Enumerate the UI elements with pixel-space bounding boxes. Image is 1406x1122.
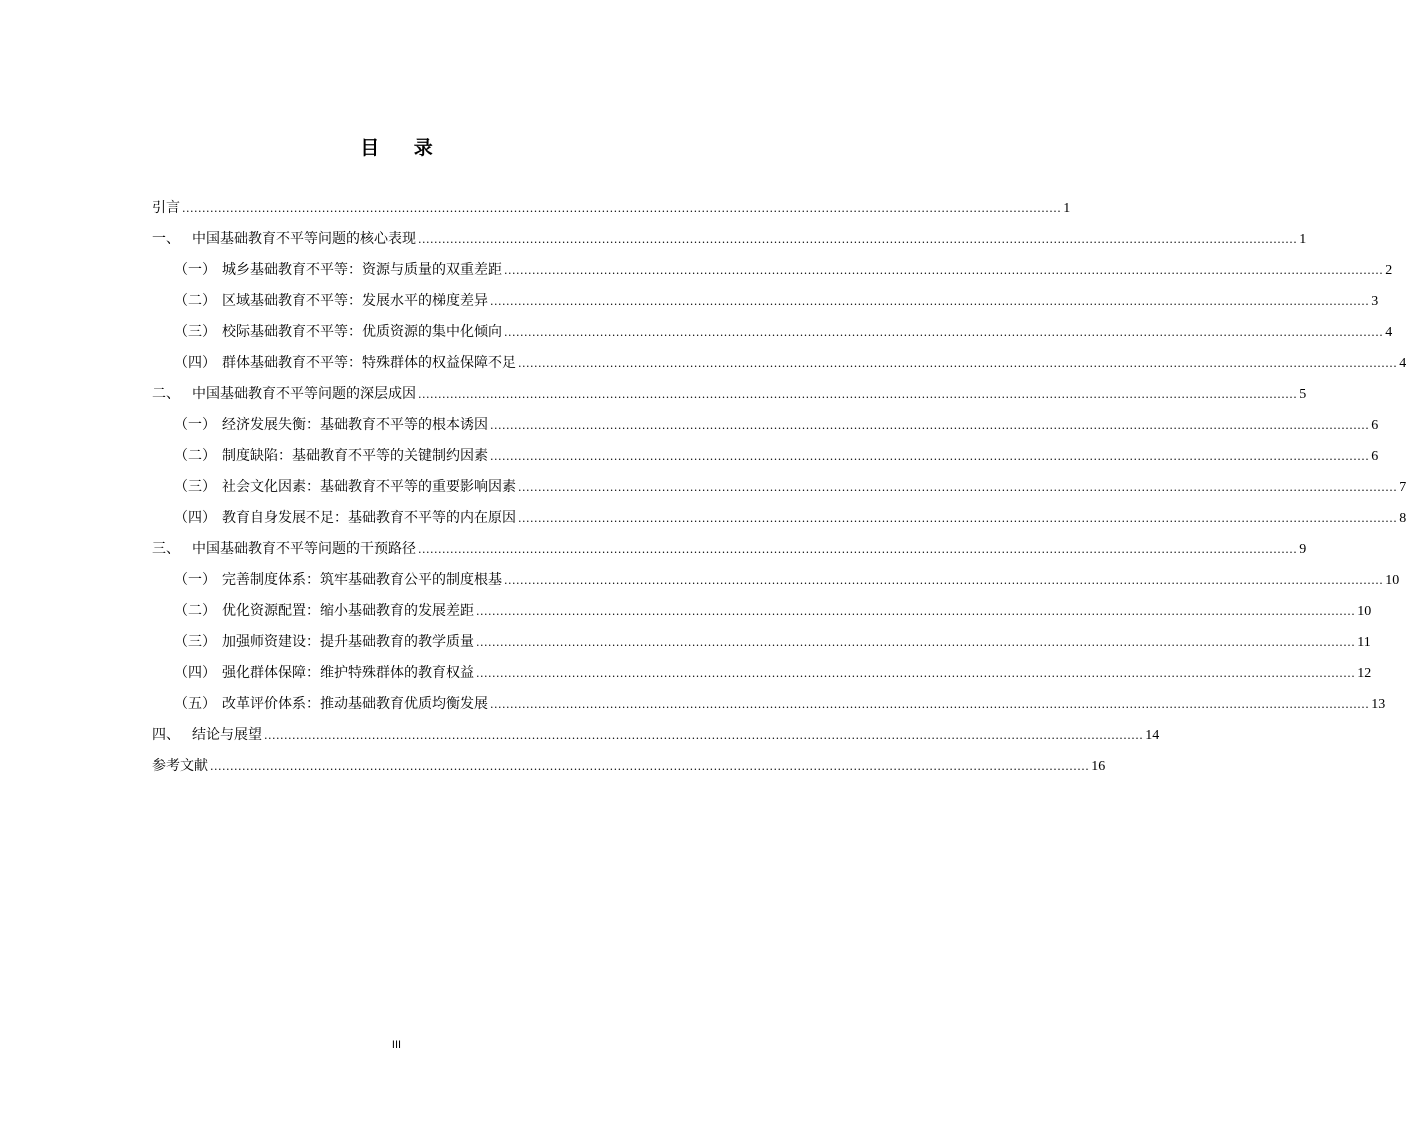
toc-entry[interactable] <box>0 629 1371 655</box>
toc-entry-row <box>174 257 1393 283</box>
toc-entry[interactable] <box>0 691 1386 717</box>
toc-entry-row <box>152 381 1307 407</box>
toc-dot-leader: ............................................................................................................................................................................................................................ <box>182 202 1062 215</box>
toc-entry[interactable] <box>0 536 1307 562</box>
toc-entry[interactable] <box>0 412 1379 438</box>
toc-entry-row <box>174 412 1379 438</box>
toc-dot-leader: ............................................................................................................................................................................................................................ <box>504 264 1384 277</box>
toc-dot-leader: ............................................................................................................................................................................................................................ <box>418 233 1298 246</box>
toc-entry-text: 加强师资建设：提升基础教育的教学质量 <box>222 634 474 650</box>
toc-entry-row <box>152 753 1106 779</box>
toc-entry[interactable] <box>0 722 1160 748</box>
toc-title: 目 录 <box>360 137 447 159</box>
page-number: III <box>391 1039 402 1051</box>
toc-entry-row <box>174 567 1400 593</box>
toc-entry-text: 群体基础教育不平等：特殊群体的权益保障不足 <box>222 355 516 371</box>
toc-entry[interactable] <box>0 598 1372 624</box>
toc-entry-number: （四） <box>174 355 216 371</box>
toc-entry-text: 结论与展望 <box>192 727 262 743</box>
toc-entry-number: （一） <box>174 417 216 433</box>
toc-entry-page: 10 <box>1385 573 1400 588</box>
toc-entry-text: 中国基础教育不平等问题的深层成因 <box>192 386 416 402</box>
toc-entry[interactable] <box>0 753 1106 779</box>
toc-dot-leader: ............................................................................................................................................................................................................................ <box>476 636 1356 649</box>
toc-dot-leader: ............................................................................................................................................................................................................................ <box>518 357 1398 370</box>
toc-entry-page: 7 <box>1399 480 1406 495</box>
toc-dot-leader: ............................................................................................................................................................................................................................ <box>518 481 1398 494</box>
toc-entry-page: 14 <box>1145 728 1160 743</box>
toc-entry-page: 1 <box>1299 232 1307 247</box>
toc-entry-page: 8 <box>1399 511 1406 526</box>
toc-entry-text: 完善制度体系：筑牢基础教育公平的制度根基 <box>222 572 502 588</box>
toc-entry-row <box>174 660 1372 686</box>
toc-entry-page: 3 <box>1371 294 1379 309</box>
toc-entry-page: 16 <box>1091 759 1106 774</box>
toc-entry[interactable] <box>0 319 1393 345</box>
toc-entry[interactable] <box>0 443 1379 469</box>
toc-entry-number: （三） <box>174 634 216 650</box>
toc-entry-text: 强化群体保障：维护特殊群体的教育权益 <box>222 665 474 681</box>
toc-entry-text: 城乡基础教育不平等：资源与质量的双重差距 <box>222 262 502 278</box>
toc-entry-row <box>152 226 1307 252</box>
toc-entry-page: 2 <box>1385 263 1393 278</box>
toc-entry[interactable] <box>0 567 1400 593</box>
toc-entry-page: 1 <box>1063 201 1071 216</box>
toc-entry-page: 13 <box>1371 697 1386 712</box>
toc-entry[interactable] <box>0 195 1071 221</box>
toc-entry-number: 三、 <box>152 541 180 557</box>
toc-dot-leader: ............................................................................................................................................................................................................................ <box>210 760 1090 773</box>
toc-entry-number: （一） <box>174 572 216 588</box>
toc-dot-leader: ............................................................................................................................................................................................................................ <box>418 543 1298 556</box>
toc-entry-text: 参考文献 <box>152 758 208 774</box>
toc-entry[interactable] <box>0 288 1379 314</box>
toc-entry[interactable] <box>0 350 1406 376</box>
toc-entry-page: 6 <box>1371 418 1379 433</box>
toc-entry-number: 一、 <box>152 231 180 247</box>
toc-dot-leader: ............................................................................................................................................................................................................................ <box>490 698 1370 711</box>
toc-entry-number: 四、 <box>152 727 180 743</box>
toc-entry-text: 区域基础教育不平等：发展水平的梯度差异 <box>222 293 488 309</box>
toc-entry-page: 4 <box>1399 356 1406 371</box>
toc-entry-number: （五） <box>174 696 216 712</box>
toc-entry-row <box>174 319 1393 345</box>
toc-entry-row <box>152 195 1071 221</box>
toc-entry-number: （四） <box>174 665 216 681</box>
toc-entry-text: 教育自身发展不足：基础教育不平等的内在原因 <box>222 510 516 526</box>
toc-entry-text: 校际基础教育不平等：优质资源的集中化倾向 <box>222 324 502 340</box>
toc-dot-leader: ............................................................................................................................................................................................................................ <box>490 295 1370 308</box>
toc-entry-page: 9 <box>1299 542 1307 557</box>
toc-entry-text: 社会文化因素：基础教育不平等的重要影响因素 <box>222 479 516 495</box>
toc-entry-row <box>174 474 1406 500</box>
toc-entry-number: （三） <box>174 324 216 340</box>
toc-entry-page: 4 <box>1385 325 1393 340</box>
toc-entry[interactable] <box>0 381 1307 407</box>
toc-entry-number: 二、 <box>152 386 180 402</box>
toc-dot-leader: ............................................................................................................................................................................................................................ <box>504 326 1384 339</box>
toc-entry-text: 优化资源配置：缩小基础教育的发展差距 <box>222 603 474 619</box>
toc-dot-leader: ............................................................................................................................................................................................................................ <box>476 605 1356 618</box>
toc-dot-leader: ............................................................................................................................................................................................................................ <box>264 729 1144 742</box>
toc-dot-leader: ............................................................................................................................................................................................................................ <box>490 450 1370 463</box>
toc-dot-leader: ............................................................................................................................................................................................................................ <box>476 667 1356 680</box>
toc-entry-row <box>174 691 1386 717</box>
toc-dot-leader: ............................................................................................................................................................................................................................ <box>418 388 1298 401</box>
toc-entry-row <box>174 598 1372 624</box>
toc-entry-row <box>152 722 1160 748</box>
toc-dot-leader: ............................................................................................................................................................................................................................ <box>490 419 1370 432</box>
toc-entry-number: （四） <box>174 510 216 526</box>
toc-entry-number: （二） <box>174 293 216 309</box>
toc-entry-page: 12 <box>1357 666 1372 681</box>
toc-dot-leader: ............................................................................................................................................................................................................................ <box>518 512 1398 525</box>
toc-entry-page: 6 <box>1371 449 1379 464</box>
toc-entry-row <box>174 350 1406 376</box>
toc-entry-number: （一） <box>174 262 216 278</box>
toc-entry-text: 改革评价体系：推动基础教育优质均衡发展 <box>222 696 488 712</box>
toc-entry-number: （二） <box>174 603 216 619</box>
toc-entry-text: 中国基础教育不平等问题的核心表现 <box>192 231 416 247</box>
toc-entry[interactable] <box>0 474 1406 500</box>
toc-entry-row <box>174 629 1371 655</box>
toc-entry-row <box>152 536 1307 562</box>
toc-entry-page: 10 <box>1357 604 1372 619</box>
toc-entry-number: （三） <box>174 479 216 495</box>
toc-entry[interactable] <box>0 660 1372 686</box>
toc-entry-page: 5 <box>1299 387 1307 402</box>
toc-entry-text: 制度缺陷：基础教育不平等的关键制约因素 <box>222 448 488 464</box>
toc-entry-row <box>174 288 1379 314</box>
toc-entry-row <box>174 505 1406 531</box>
toc-entry-text: 引言 <box>152 200 180 216</box>
toc-entry-row <box>174 443 1379 469</box>
toc-entry-number: （二） <box>174 448 216 464</box>
toc-entry-text: 中国基础教育不平等问题的干预路径 <box>192 541 416 557</box>
toc-entry-page: 11 <box>1357 635 1371 650</box>
toc-entry[interactable] <box>0 257 1393 283</box>
toc-dot-leader: ............................................................................................................................................................................................................................ <box>504 574 1384 587</box>
toc-entry-text: 经济发展失衡：基础教育不平等的根本诱因 <box>222 417 488 433</box>
toc-entry[interactable] <box>0 505 1406 531</box>
toc-entry[interactable] <box>0 226 1307 252</box>
